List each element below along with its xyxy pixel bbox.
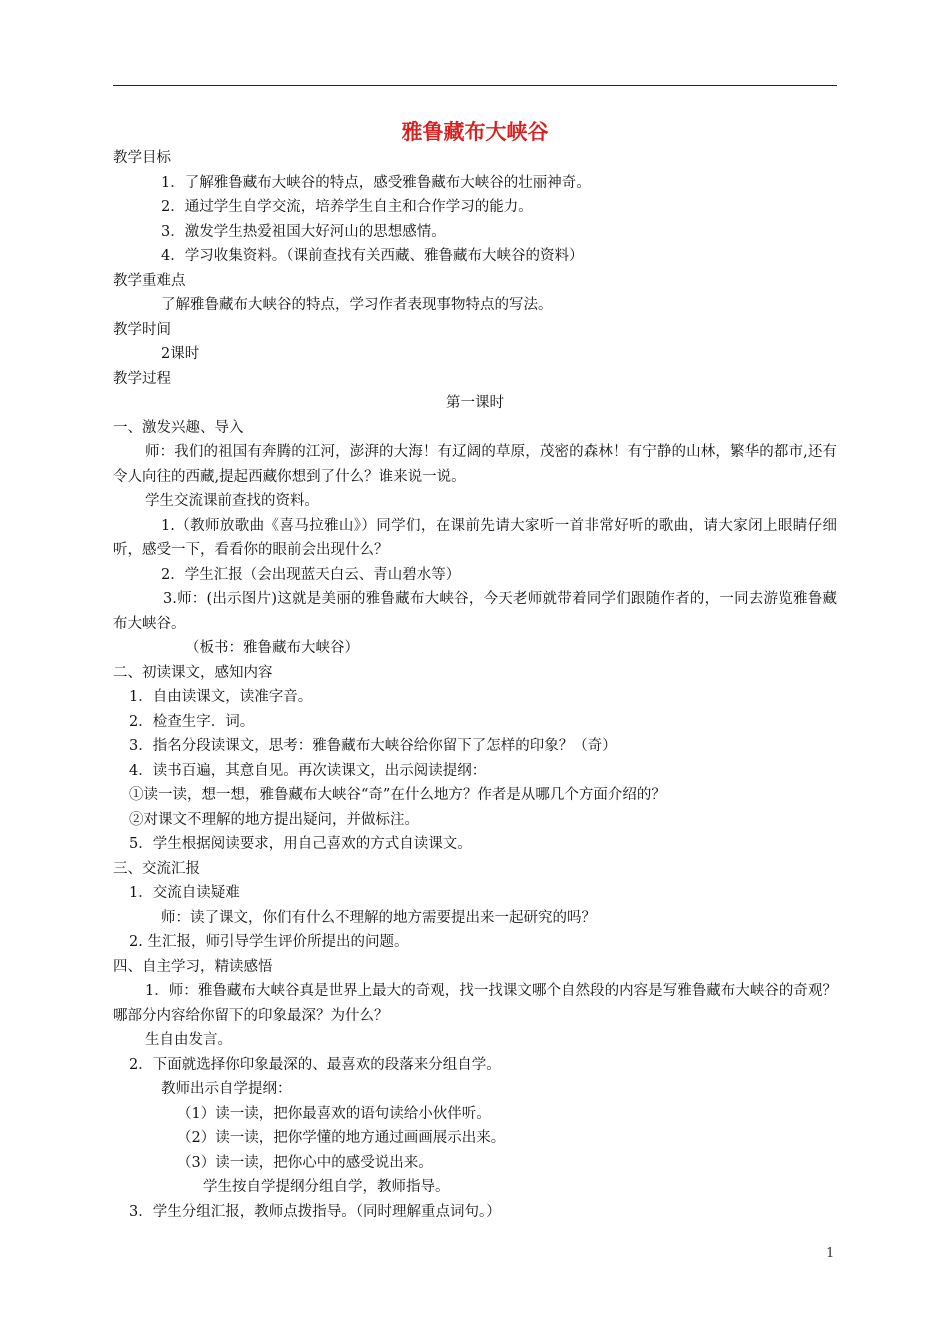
list-item: （2）读一读，把你学懂的地方通过画画展示出来。 <box>177 1130 506 1146</box>
paragraph: 师：读了课文，你们有什么不理解的地方需要提出来一起研究的吗？ <box>161 909 596 926</box>
list-item: （3）读一读，把你心中的感受说出来。 <box>177 1154 433 1171</box>
list-item: 3．指名分段读课文，思考：雅鲁藏布大峡谷给你留下了怎样的印象？（奇） <box>129 738 617 754</box>
paragraph: 了解雅鲁藏布大峡谷的特点，学习作者表现事物特点的写法。 <box>161 297 553 313</box>
paragraph: 学生按自学提纲分组自学，教师指导。 <box>203 1179 450 1195</box>
paragraph: 生自由发言。 <box>145 1032 232 1048</box>
paragraph: 师：我们的祖国有奔腾的江河，澎湃的大海！有辽阔的草原，茂密的森林！有宁静的山林，繁华的都市,还有令人向往的西藏,提起西藏你想到了什么？谁来说一说。 <box>113 444 837 485</box>
list-item: （1）读一读，把你最喜欢的语句读给小伙伴听。 <box>177 1105 491 1122</box>
board-note: （板书：雅鲁藏布大峡谷） <box>185 640 359 656</box>
list-item: 1．自由读课文，读准字音。 <box>129 689 313 705</box>
list-item: 1．交流自读疑难 <box>129 885 240 901</box>
list-item: 4．读书百遍，其意自见。再次读课文，出示阅读提纲： <box>129 762 487 779</box>
list-item: 2．通过学生自学交流，培养学生自主和合作学习的能力。 <box>161 199 533 215</box>
list-item: 2. 生汇报，师引导学生评价所提出的问题。 <box>129 934 409 950</box>
section-heading: 三、交流汇报 <box>113 860 200 877</box>
page-number: 1 <box>826 1246 835 1261</box>
section-heading: 教学目标 <box>113 150 171 166</box>
list-item: 1．了解雅鲁藏布大峡谷的特点，感受雅鲁藏布大峡谷的壮丽神奇。 <box>161 174 591 191</box>
paragraph: 3.师：(出示图片)这就是美丽的雅鲁藏布大峡谷，今天老师就带着同学们跟随作者的，一同去游览雅鲁藏布大峡谷。 <box>113 591 837 632</box>
lesson-heading: 第一课时 <box>446 395 504 411</box>
section-heading: 教学过程 <box>113 370 171 387</box>
list-item: 5．学生根据阅读要求，用自己喜欢的方式自读课文。 <box>129 836 472 852</box>
paragraph: 1．师：雅鲁藏布大峡谷真是世界上最大的奇观，找一找课文哪个自然段的内容是写雅鲁藏布大峡谷的奇观？哪部分内容给你留下的印象最深？为什么？ <box>113 983 837 1024</box>
section-heading: 教学时间 <box>113 321 171 338</box>
header-rule <box>113 85 837 86</box>
document-title: 雅鲁藏布大峡谷 <box>401 120 549 144</box>
paragraph: 2课时 <box>161 346 200 362</box>
document-body <box>113 146 837 1224</box>
list-item: 2．学生汇报（会出现蓝天白云、青山碧水等） <box>161 566 461 583</box>
list-item: 2．检查生字．词。 <box>129 713 255 730</box>
list-item: 3．学生分组汇报，教师点拨指导。（同时理解重点词句。） <box>129 1203 501 1220</box>
list-item: 2．下面就选择你印象最深的、最喜欢的段落来分组自学。 <box>129 1056 501 1073</box>
section-heading: 四、自主学习，精读感悟 <box>113 958 273 975</box>
paragraph: 1.（教师放歌曲《喜马拉雅山》）同学们，在课前先请大家听一首非常好听的歌曲，请大家闭上眼睛仔细听，感受一下，看看你的眼前会出现什么？ <box>113 517 837 558</box>
paragraph: 教师出示自学提纲： <box>161 1081 292 1097</box>
list-item: 4．学习收集资料。（课前查找有关西藏、雅鲁藏布大峡谷的资料） <box>161 248 584 264</box>
section-heading: 一、激发兴趣、导入 <box>113 419 244 436</box>
section-heading: 教学重难点 <box>113 272 186 289</box>
list-item: 3．激发学生热爱祖国大好河山的思想感情。 <box>161 223 446 240</box>
section-heading: 二、初读课文，感知内容 <box>113 664 273 681</box>
paragraph: 学生交流课前查找的资料。 <box>145 493 319 509</box>
list-item: ①读一读，想一想，雅鲁藏布大峡谷“奇”在什么地方？作者是从哪几个方面介绍的？ <box>129 787 666 803</box>
list-item: ②对课文不理解的地方提出疑问，并做标注。 <box>129 811 419 828</box>
